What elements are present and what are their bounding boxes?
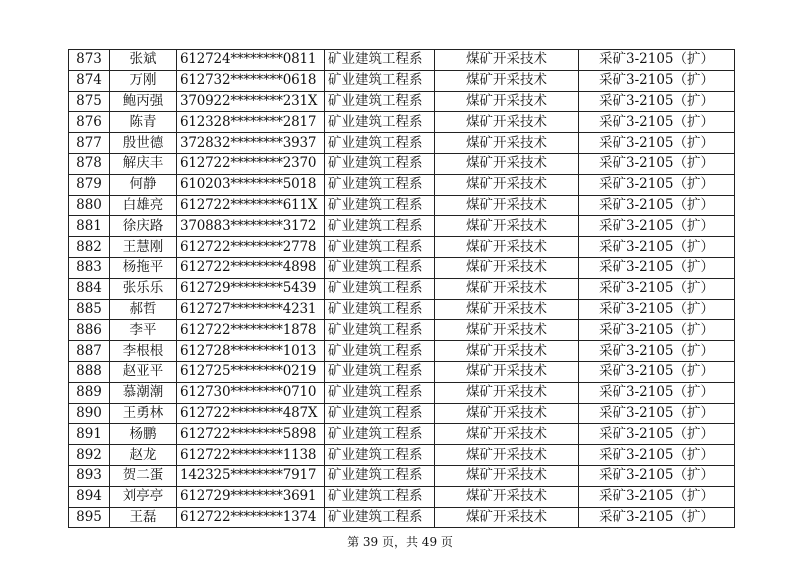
department-cell: 矿业建筑工程系 [325,424,435,445]
major-cell: 煤矿开采技术 [435,133,579,154]
id-number-cell: 612722********2778 [177,237,325,258]
department-cell: 矿业建筑工程系 [325,112,435,133]
department-cell: 矿业建筑工程系 [325,465,435,486]
row-number-cell: 887 [69,341,110,362]
row-number-cell: 875 [69,91,110,112]
student-name-cell: 赵亚平 [110,361,177,382]
id-number-cell: 610203********5018 [177,174,325,195]
table-row [69,361,735,382]
id-number-cell: 370883********3172 [177,216,325,237]
class-name-cell: 采矿3-2105（扩） [579,237,735,258]
major-cell: 煤矿开采技术 [435,403,579,424]
id-number-cell: 612724********0811 [177,50,325,71]
class-name-cell: 采矿3-2105（扩） [579,320,735,341]
student-name-cell: 王勇林 [110,403,177,424]
student-name-cell: 慕潮潮 [110,382,177,403]
student-name-cell: 徐庆路 [110,216,177,237]
id-number-cell: 612728********1013 [177,341,325,362]
id-number-cell: 370922********231X [177,91,325,112]
row-number-cell: 878 [69,153,110,174]
department-cell: 矿业建筑工程系 [325,361,435,382]
department-cell: 矿业建筑工程系 [325,216,435,237]
major-cell: 煤矿开采技术 [435,91,579,112]
class-name-cell: 采矿3-2105（扩） [579,216,735,237]
department-cell: 矿业建筑工程系 [325,174,435,195]
table-row [69,195,735,216]
class-name-cell: 采矿3-2105（扩） [579,257,735,278]
row-number-cell: 892 [69,445,110,466]
major-cell: 煤矿开采技术 [435,237,579,258]
class-name-cell: 采矿3-2105（扩） [579,465,735,486]
department-cell: 矿业建筑工程系 [325,299,435,320]
class-name-cell: 采矿3-2105（扩） [579,278,735,299]
row-number-cell: 876 [69,112,110,133]
row-number-cell: 888 [69,361,110,382]
id-number-cell: 612732********0618 [177,70,325,91]
id-number-cell: 612328********2817 [177,112,325,133]
id-number-cell: 612729********3691 [177,486,325,507]
major-cell: 煤矿开采技术 [435,382,579,403]
row-number-cell: 885 [69,299,110,320]
class-name-cell: 采矿3-2105（扩） [579,507,735,528]
major-cell: 煤矿开采技术 [435,299,579,320]
table-row [69,486,735,507]
student-table [68,49,735,528]
student-name-cell: 赵龙 [110,445,177,466]
table-row [69,424,735,445]
row-number-cell: 883 [69,257,110,278]
major-cell: 煤矿开采技术 [435,424,579,445]
student-name-cell: 李平 [110,320,177,341]
student-name-cell: 解庆丰 [110,153,177,174]
table-row [69,507,735,528]
department-cell: 矿业建筑工程系 [325,507,435,528]
student-name-cell: 陈青 [110,112,177,133]
student-name-cell: 王慧刚 [110,237,177,258]
department-cell: 矿业建筑工程系 [325,50,435,71]
id-number-cell: 612725********0219 [177,361,325,382]
row-number-cell: 895 [69,507,110,528]
id-number-cell: 612722********1878 [177,320,325,341]
major-cell: 煤矿开采技术 [435,153,579,174]
student-name-cell: 杨拖平 [110,257,177,278]
row-number-cell: 882 [69,237,110,258]
table-row [69,382,735,403]
major-cell: 煤矿开采技术 [435,50,579,71]
id-number-cell: 372832********3937 [177,133,325,154]
department-cell: 矿业建筑工程系 [325,278,435,299]
table-row [69,278,735,299]
row-number-cell: 874 [69,70,110,91]
table-row [69,465,735,486]
department-cell: 矿业建筑工程系 [325,91,435,112]
major-cell: 煤矿开采技术 [435,70,579,91]
class-name-cell: 采矿3-2105（扩） [579,382,735,403]
major-cell: 煤矿开采技术 [435,465,579,486]
class-name-cell: 采矿3-2105（扩） [579,424,735,445]
class-name-cell: 采矿3-2105（扩） [579,174,735,195]
class-name-cell: 采矿3-2105（扩） [579,133,735,154]
major-cell: 煤矿开采技术 [435,257,579,278]
student-name-cell: 刘亭亭 [110,486,177,507]
table-row [69,70,735,91]
student-name-cell: 贺二蛋 [110,465,177,486]
row-number-cell: 886 [69,320,110,341]
major-cell: 煤矿开采技术 [435,195,579,216]
id-number-cell: 612722********611X [177,195,325,216]
row-number-cell: 880 [69,195,110,216]
class-name-cell: 采矿3-2105（扩） [579,445,735,466]
department-cell: 矿业建筑工程系 [325,70,435,91]
major-cell: 煤矿开采技术 [435,361,579,382]
student-name-cell: 杨鹏 [110,424,177,445]
major-cell: 煤矿开采技术 [435,174,579,195]
department-cell: 矿业建筑工程系 [325,237,435,258]
major-cell: 煤矿开采技术 [435,341,579,362]
row-number-cell: 890 [69,403,110,424]
department-cell: 矿业建筑工程系 [325,257,435,278]
major-cell: 煤矿开采技术 [435,486,579,507]
student-name-cell: 白雄亮 [110,195,177,216]
table-row [69,445,735,466]
id-number-cell: 612727********4231 [177,299,325,320]
table-row [69,299,735,320]
student-name-cell: 殷世德 [110,133,177,154]
table-row [69,174,735,195]
department-cell: 矿业建筑工程系 [325,133,435,154]
table-row [69,237,735,258]
department-cell: 矿业建筑工程系 [325,195,435,216]
class-name-cell: 采矿3-2105（扩） [579,299,735,320]
major-cell: 煤矿开采技术 [435,278,579,299]
id-number-cell: 612730********0710 [177,382,325,403]
row-number-cell: 891 [69,424,110,445]
table-row [69,320,735,341]
id-number-cell: 612722********5898 [177,424,325,445]
row-number-cell: 877 [69,133,110,154]
class-name-cell: 采矿3-2105（扩） [579,486,735,507]
department-cell: 矿业建筑工程系 [325,320,435,341]
page-number: 第 39 页，共 49 页 [347,535,453,549]
class-name-cell: 采矿3-2105（扩） [579,112,735,133]
student-name-cell: 王磊 [110,507,177,528]
row-number-cell: 884 [69,278,110,299]
major-cell: 煤矿开采技术 [435,320,579,341]
department-cell: 矿业建筑工程系 [325,486,435,507]
department-cell: 矿业建筑工程系 [325,341,435,362]
class-name-cell: 采矿3-2105（扩） [579,50,735,71]
table-row [69,112,735,133]
class-name-cell: 采矿3-2105（扩） [579,403,735,424]
id-number-cell: 612722********1374 [177,507,325,528]
table-row [69,216,735,237]
student-name-cell: 张乐乐 [110,278,177,299]
department-cell: 矿业建筑工程系 [325,153,435,174]
id-number-cell: 612722********487X [177,403,325,424]
class-name-cell: 采矿3-2105（扩） [579,70,735,91]
row-number-cell: 893 [69,465,110,486]
department-cell: 矿业建筑工程系 [325,403,435,424]
class-name-cell: 采矿3-2105（扩） [579,361,735,382]
table-row [69,133,735,154]
row-number-cell: 889 [69,382,110,403]
major-cell: 煤矿开采技术 [435,112,579,133]
table-row [69,153,735,174]
major-cell: 煤矿开采技术 [435,507,579,528]
id-number-cell: 612729********5439 [177,278,325,299]
class-name-cell: 采矿3-2105（扩） [579,153,735,174]
student-table-body [69,50,735,528]
major-cell: 煤矿开采技术 [435,216,579,237]
table-row [69,403,735,424]
id-number-cell: 612722********4898 [177,257,325,278]
row-number-cell: 894 [69,486,110,507]
student-name-cell: 张斌 [110,50,177,71]
id-number-cell: 612722********2370 [177,153,325,174]
id-number-cell: 142325********7917 [177,465,325,486]
department-cell: 矿业建筑工程系 [325,382,435,403]
student-name-cell: 万刚 [110,70,177,91]
class-name-cell: 采矿3-2105（扩） [579,91,735,112]
row-number-cell: 873 [69,50,110,71]
table-row [69,341,735,362]
row-number-cell: 879 [69,174,110,195]
class-name-cell: 采矿3-2105（扩） [579,341,735,362]
department-cell: 矿业建筑工程系 [325,445,435,466]
student-name-cell: 郝哲 [110,299,177,320]
class-name-cell: 采矿3-2105（扩） [579,195,735,216]
table-row [69,91,735,112]
id-number-cell: 612722********1138 [177,445,325,466]
table-row [69,50,735,71]
major-cell: 煤矿开采技术 [435,445,579,466]
student-name-cell: 李根根 [110,341,177,362]
row-number-cell: 881 [69,216,110,237]
student-name-cell: 鲍丙强 [110,91,177,112]
table-row [69,257,735,278]
student-name-cell: 何静 [110,174,177,195]
